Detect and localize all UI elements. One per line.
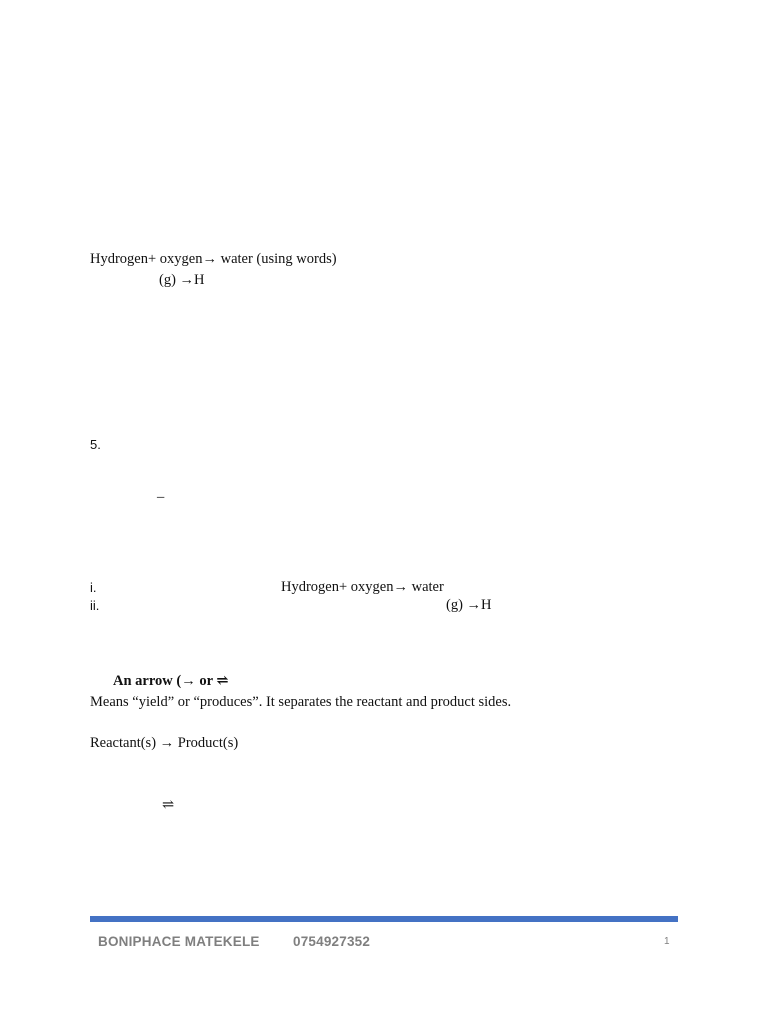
- page-number: 1: [664, 936, 670, 947]
- reaction-form: Reactant(s) → Product(s): [90, 735, 239, 751]
- state-symbol-line: (g) →H: [159, 272, 205, 288]
- list-item-i-text: Hydrogen+ oxygen→ water: [281, 579, 444, 595]
- list-marker-i: i.: [90, 580, 97, 595]
- item-number: 5.: [90, 437, 101, 452]
- arrow-meaning: Means “yield” or “produces”. It separates the reactant and product sides.: [90, 694, 512, 710]
- equilibrium-arrow-icon: ⇌: [162, 797, 175, 813]
- arrow-heading: An arrow (→ or ⇌: [113, 673, 229, 689]
- footer-rule: [90, 916, 678, 922]
- list-marker-ii: ii.: [90, 598, 100, 613]
- word-equation-line: Hydrogen+ oxygen→ water (using words): [90, 251, 337, 267]
- footer-phone: 0754927352: [293, 934, 371, 949]
- dash-mark: –: [157, 489, 165, 505]
- list-item-ii-text: (g) →H: [446, 597, 492, 613]
- footer-author: BONIPHACE MATEKELE: [98, 934, 260, 949]
